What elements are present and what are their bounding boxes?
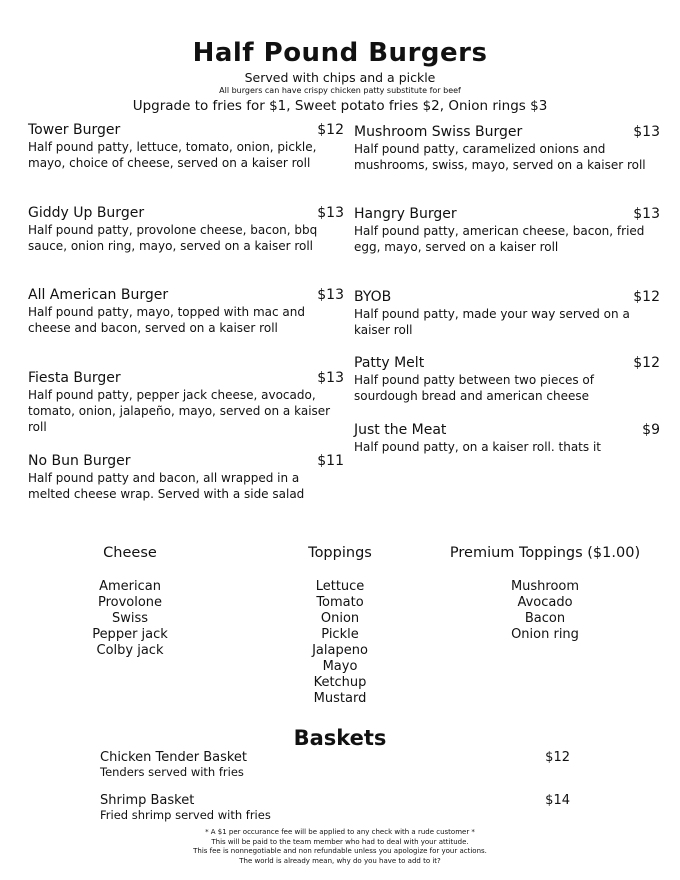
topping-option: Pickle <box>321 627 359 642</box>
premium-toppings-heading: Premium Toppings ($1.00) <box>449 545 641 561</box>
menu-item <box>28 122 344 171</box>
topping-option: Onion <box>320 611 360 626</box>
footer-line: * A $1 per occurance fee will be applied to any check with a rude customer * <box>205 828 475 836</box>
cheese-option: American <box>99 579 161 594</box>
menu-item <box>28 287 344 336</box>
toppings-list <box>290 545 390 707</box>
item-name: Just the Meat <box>354 422 447 438</box>
menu-item <box>28 205 344 254</box>
item-name: Tower Burger <box>28 122 121 138</box>
menu-item <box>354 206 660 255</box>
premium-toppings-list <box>425 545 665 643</box>
topping-option: Jalapeno <box>312 643 368 658</box>
upgrade-options: Upgrade to fries for $1, Sweet potato fries $2, Onion rings $3 <box>132 98 548 114</box>
item-price: $13 <box>317 205 344 221</box>
basket-name: Shrimp Basket <box>100 793 195 808</box>
menu-item <box>28 453 344 502</box>
item-description: Half pound patty, pepper jack cheese, avocado, tomato, onion, jalapeño, mayo, served on a kaiser roll <box>28 388 331 434</box>
premium-topping-option: Avocado <box>517 595 573 610</box>
item-description: Half pound patty, made your way served on a kaiser roll <box>354 307 630 337</box>
footer-line: The world is already mean, why do you have to add to it? <box>239 856 441 865</box>
cheese-list <box>80 545 180 659</box>
item-name: Giddy Up Burger <box>28 205 145 221</box>
premium-topping-option: Bacon <box>524 611 566 626</box>
basket-description: Fried shrimp served with fries <box>100 808 271 822</box>
item-name: Fiesta Burger <box>28 370 121 386</box>
menu-subtitle: Served with chips and a pickle <box>244 70 436 85</box>
menu-item <box>354 355 660 404</box>
topping-option: Mustard <box>313 691 367 706</box>
cheese-heading: Cheese <box>103 545 157 561</box>
menu-title: Half Pound Burgers <box>192 38 488 68</box>
basket-item <box>100 793 570 822</box>
item-name: Mushroom Swiss Burger <box>354 124 523 140</box>
item-description: Half pound patty, american cheese, bacon, fried egg, mayo, served on a kaiser roll <box>354 224 645 254</box>
item-price: $13 <box>633 206 660 222</box>
item-description: Half pound patty between two pieces of sourdough bread and american cheese <box>354 373 594 403</box>
chicken-substitute-note: All burgers can have crispy chicken patty substitute for beef <box>219 86 461 95</box>
premium-topping-option: Onion ring <box>511 627 579 642</box>
item-price: $12 <box>633 289 660 305</box>
item-name: Hangry Burger <box>354 206 457 222</box>
item-price: $13 <box>317 287 344 303</box>
item-description: Half pound patty, lettuce, tomato, onion, pickle, mayo, choice of cheese, served on a kaiser roll <box>28 140 317 170</box>
basket-price: $14 <box>545 793 570 808</box>
item-name: BYOB <box>354 289 392 305</box>
cheese-option: Swiss <box>111 611 149 626</box>
item-name: No Bun Burger <box>28 453 131 469</box>
basket-name: Chicken Tender Basket <box>100 750 248 765</box>
menu-item <box>354 124 660 173</box>
premium-topping-option: Mushroom <box>510 579 580 594</box>
item-price: $9 <box>642 422 660 438</box>
item-description: Half pound patty, on a kaiser roll. thats it <box>354 440 601 454</box>
toppings-heading: Toppings <box>308 545 372 561</box>
item-description: Half pound patty, caramelized onions and mushrooms, swiss, mayo, served on a kaiser roll <box>354 142 646 172</box>
item-price: $13 <box>317 370 344 386</box>
menu-item <box>354 422 660 455</box>
item-price: $12 <box>633 355 660 371</box>
topping-option: Ketchup <box>313 675 367 690</box>
item-name: Patty Melt <box>354 355 425 371</box>
topping-option: Mayo <box>322 659 358 674</box>
cheese-option: Colby jack <box>96 643 164 658</box>
footer-line: This fee is nonnegotiable and non refundable unless you apologize for your actions. <box>193 847 487 855</box>
footer-line: This will be paid to the team member who had to deal with your attitude. <box>211 837 469 846</box>
item-price: $12 <box>317 122 344 138</box>
cheese-option: Pepper jack <box>92 627 168 642</box>
cheese-option: Provolone <box>97 595 163 610</box>
baskets-heading: Baskets <box>293 726 387 750</box>
item-price: $13 <box>633 124 660 140</box>
topping-option: Lettuce <box>315 579 365 594</box>
item-price: $11 <box>317 453 344 469</box>
basket-item <box>100 750 570 779</box>
basket-description: Tenders served with fries <box>100 765 244 779</box>
basket-price: $12 <box>545 750 570 765</box>
item-description: Half pound patty, provolone cheese, bacon, bbq sauce, onion ring, mayo, served on a kaiser roll <box>28 223 318 253</box>
item-description: Half pound patty, mayo, topped with mac and cheese and bacon, served on a kaiser roll <box>28 305 305 335</box>
menu-item <box>28 370 344 435</box>
item-name: All American Burger <box>28 287 169 303</box>
menu-item <box>354 289 660 338</box>
item-description: Half pound patty and bacon, all wrapped in a melted cheese wrap. Served with a side salad <box>28 471 305 501</box>
rude-customer-fee-notice <box>0 828 680 866</box>
topping-option: Tomato <box>316 595 364 610</box>
